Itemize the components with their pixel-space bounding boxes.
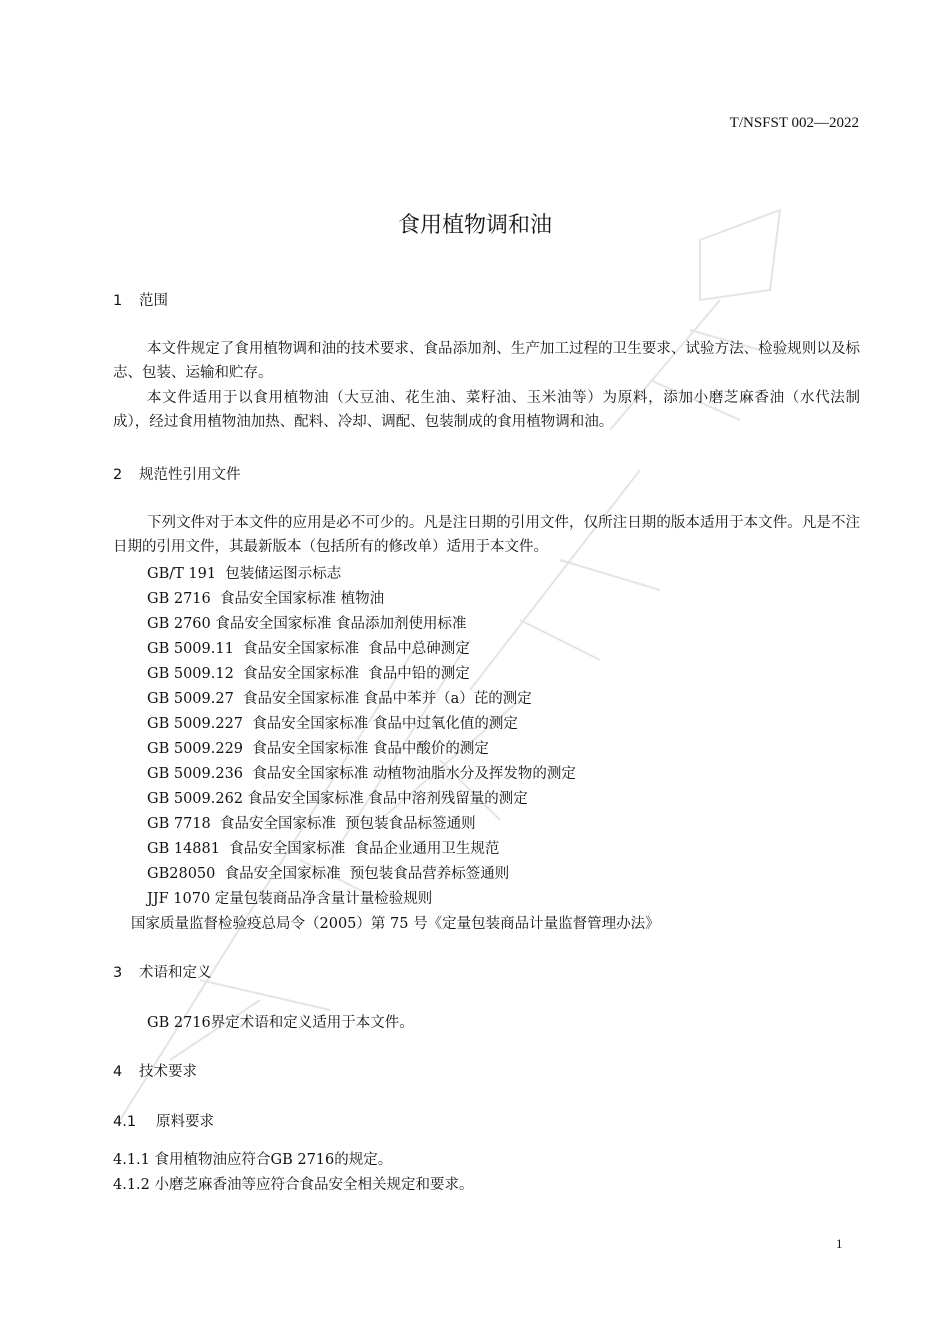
reference-item: GB 5009.227 食品安全国家标准 食品中过氧化值的测定 [147,716,518,732]
section-4-1-heading [113,1110,214,1131]
reference-item: JJF 1070 定量包装商品净含量计量检验规则 [147,891,433,907]
reference-item: GB 5009.236 食品安全国家标准 动植物油脂水分及挥发物的测定 [147,766,576,782]
section-title: 规范性引用文件 [139,467,241,483]
reference-item: GB 5009.12 食品安全国家标准 食品中铅的测定 [147,666,470,682]
terms-paragraph: GB 2716界定术语和定义适用于本文件。 [147,1015,414,1031]
section-number: 3 [113,965,123,981]
section-2-heading [113,463,241,484]
reference-item: GB 14881 食品安全国家标准 食品企业通用卫生规范 [147,841,500,857]
section-title: 范围 [139,293,168,309]
page-number: 1 [836,1236,843,1251]
section-number: 1 [113,293,123,309]
normative-intro: 下列文件对于本文件的应用是必不可少的。凡是注日期的引用文件，仅所注日期的版本适用于本文件。凡是不注日期的引用文件，其最新版本（包括所有的修改单）适用于本文件。 [113,515,860,555]
section-number: 4 [113,1064,123,1080]
reference-item: GB 2760 食品安全国家标准 食品添加剂使用标准 [147,616,467,632]
section-title: 原料要求 [156,1114,214,1130]
reference-item: GB 5009.11 食品安全国家标准 食品中总砷测定 [147,641,470,657]
reference-item: 国家质量监督检验疫总局令（2005）第 75 号《定量包装商品计量监督管理办法》 [131,916,660,932]
reference-item: GB 5009.229 食品安全国家标准 食品中酸价的测定 [147,741,489,757]
clause-4-1-1: 4.1.1 食用植物油应符合GB 2716的规定。 [113,1152,393,1168]
scope-paragraph-2: 本文件适用于以食用植物油（大豆油、花生油、菜籽油、玉米油等）为原料，添加小磨芝麻香油（水代法制成），经过食用植物油加热、配料、冷却、调配、包装制成的食用植物调和油。 [113,390,860,430]
reference-item: GB 5009.262 食品安全国家标准 食品中溶剂残留量的测定 [147,791,528,807]
clause-4-1-2: 4.1.2 小磨芝麻香油等应符合食品安全相关规定和要求。 [113,1177,474,1193]
section-title: 术语和定义 [139,965,212,981]
scope-paragraph-1: 本文件规定了食用植物调和油的技术要求、食品添加剂、生产加工过程的卫生要求、试验方法、检验规则以及标志、包装、运输和贮存。 [113,341,860,381]
reference-item: GB/T 191 包装储运图示标志 [147,566,342,582]
section-number: 2 [113,467,123,483]
section-4-heading [113,1060,197,1081]
reference-item: GB 7718 食品安全国家标准 预包装食品标签通则 [147,816,476,832]
section-title: 技术要求 [139,1064,197,1080]
section-3-heading [113,961,212,982]
section-number: 4.1 [113,1114,137,1130]
document-code: T/NSFST 002—2022 [729,115,859,131]
document-title: 食用植物调和油 [397,213,552,238]
reference-item: GB 5009.27 食品安全国家标准 食品中苯并（a）芘的测定 [147,691,532,707]
section-1-heading [113,289,168,310]
reference-item: GB 2716 食品安全国家标准 植物油 [147,591,385,607]
reference-item: GB28050 食品安全国家标准 预包装食品营养标签通则 [147,866,510,882]
